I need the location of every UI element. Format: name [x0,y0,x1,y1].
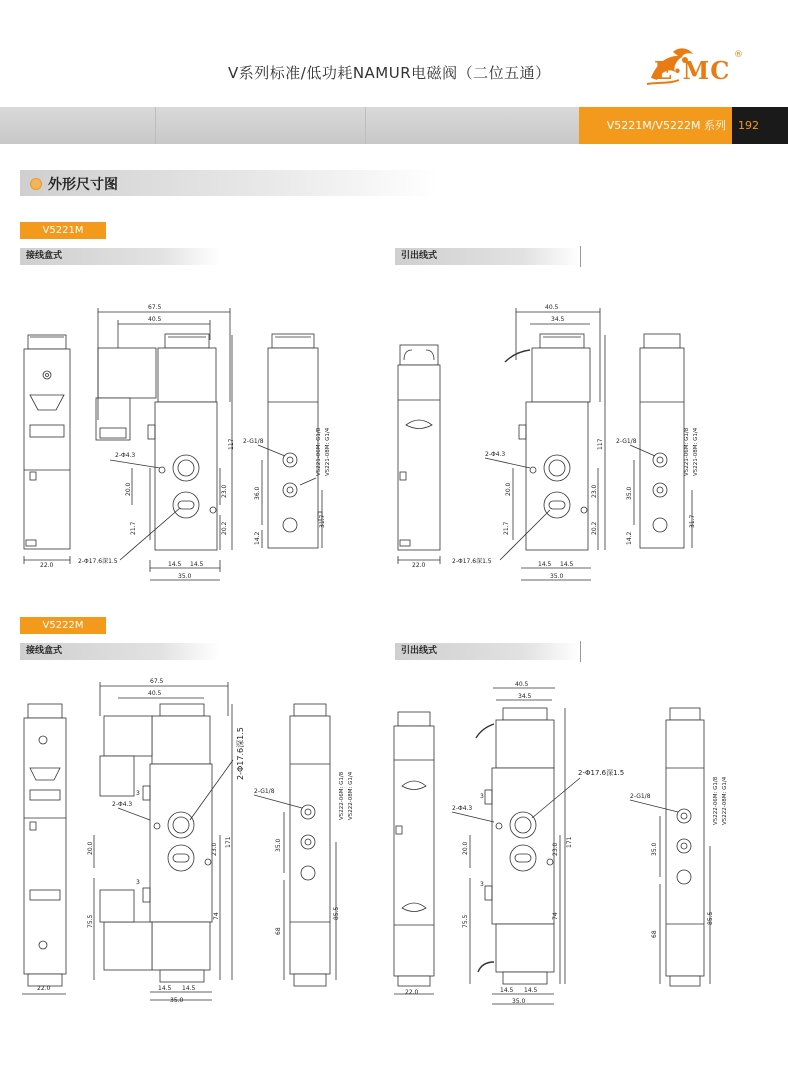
dim-35: 35.0 [275,838,282,852]
dim-v2: V5221-08M: G1/4 [693,427,699,476]
section-title: 外形尺寸图 [48,177,118,193]
dim-v2: V5221-08M: G1/4 [325,427,331,476]
dim-23: 23.0 [591,484,598,498]
dim-g18: 2-G1/8 [254,788,275,795]
dim-85-5: 85.5 [707,911,714,925]
dim-mount-holes: 2-Φ4.3 [115,452,136,459]
v5221m-front-view [24,335,70,564]
dim-14-2: 14.2 [254,531,261,545]
dim-coil-width: 34.5 [518,693,532,700]
dim-port-spec: 2-Φ17.6深1.5 [78,558,118,565]
dim-3-a: 3 [480,793,484,800]
brand-registered-mark: ® [734,50,743,60]
v5221m-port-view [258,334,322,548]
dim-35: 35.0 [651,842,658,856]
dim-14-5-b: 14.5 [524,987,538,994]
v5222m-flying-lead-port [630,708,710,986]
dim-base-width: 22.0 [40,562,54,569]
v5222m-front-view [22,704,66,994]
subheading-junction-box: 接线盒式 [20,248,220,265]
v5222m-flying-lead-side [452,688,580,1004]
dim-port-pitch: 20.0 [125,482,132,496]
dim-total-height: 117 [228,438,235,450]
dim-171: 171 [225,836,232,848]
dim-v1: V5222-06M: G1/8 [339,771,345,820]
dim-23: 23.0 [211,842,218,856]
v5222m-side-view-junction [94,682,233,1000]
v5222m-port-view [254,704,336,986]
dim-74: 74 [213,912,220,920]
model-tag-v5222m: V5222M [20,617,106,634]
brand-name: E·MC [654,56,731,85]
dim-21-7: 21.7 [503,521,510,535]
dim-total-width: 67.5 [150,678,164,685]
dim-3-b: 3 [136,879,140,886]
dim-68: 68 [651,930,658,938]
dim-v2: V5222-08M: G1/4 [722,776,728,825]
dim-3-b: 3 [480,881,484,888]
dim-23: 23.0 [221,484,228,498]
dim-171: 171 [566,836,573,848]
dim-14-5-b: 14.5 [560,561,574,568]
dim-total-height: 117 [597,438,604,450]
dim-mount-holes: 2-Φ4.3 [112,801,133,808]
dim-coil-width: 34.5 [551,316,565,323]
dim-35: 35.0 [512,998,526,1005]
dim-14-5-b: 14.5 [190,561,204,568]
dim-21-7: 21.7 [130,521,137,535]
dim-total-width: 40.5 [515,681,529,688]
dim-14-5-a: 14.5 [168,561,182,568]
dim-base-width: 22.0 [412,562,426,569]
dim-port-spec: 2-Φ17.6深1.5 [578,769,625,777]
dim-v1: V5221-06M: G1/8 [684,427,690,476]
dim-14-5-b: 14.5 [182,985,196,992]
page-number: 192 [732,107,788,144]
dim-74: 74 [552,912,559,920]
dim-68: 68 [275,927,282,935]
dim-20: 20.0 [462,841,469,855]
dim-v1: V5221-06M: G1/8 [316,427,322,476]
subheading-flying-lead: 引出线式 [395,643,580,660]
dim-coil-width: 40.5 [148,316,162,323]
dim-85-5: 85.5 [333,906,340,920]
model-tag-v5221m: V5221M [20,222,106,239]
dim-port-spec: 2-Φ17.6深1.5 [236,727,245,780]
dim-g18: 2-G1/8 [616,438,637,445]
dim-31-7: 31.7 [689,514,696,528]
v5221m-side-view-junction [96,308,232,580]
v5221m-flying-lead-front [398,345,440,564]
dim-35: 35.0 [550,573,564,580]
dim-mount-holes: 2-Φ4.3 [485,451,506,458]
dim-75-5: 75.5 [462,914,469,928]
dim-23: 23.0 [552,842,559,856]
dim-base-width: 22.0 [405,989,419,996]
dim-14-5-a: 14.5 [158,985,172,992]
page-title: V系列标准/低功耗NAMUR电磁阀（二位五通） [228,64,551,82]
dim-20: 20.0 [505,482,512,496]
dim-total-width: 67.5 [148,304,162,311]
dim-base-width: 22.0 [37,985,51,992]
dim-20-2: 20.2 [221,521,228,535]
dim-35: 35.0 [626,486,633,500]
subheading-flying-lead: 引出线式 [395,248,580,265]
dim-coil-width: 40.5 [148,690,162,697]
dim-35: 35.0 [178,573,192,580]
v5221m-flying-lead-port [630,334,692,548]
dim-20: 20.0 [87,841,94,855]
dim-3-a: 3 [136,790,140,797]
dim-port-spec: 2-Φ17.6深1.5 [452,558,492,565]
dim-mount-holes: 2-Φ4.3 [452,805,473,812]
dim-g18: 2-G1/8 [243,438,264,445]
dim-total-width: 40.5 [545,304,559,311]
dim-35: 35.0 [170,997,184,1004]
dim-g18: 2-G1/8 [630,793,651,800]
dim-20-2: 20.2 [591,521,598,535]
dim-31-7: 31.7 [319,514,326,528]
dim-14-5-a: 14.5 [538,561,552,568]
dim-14-5-a: 14.5 [500,987,514,994]
v5221m-flying-lead-side [485,308,605,580]
series-label: V5221M/V5222M 系列 [579,107,732,144]
dim-v1: V5222-06M: G1/8 [713,776,719,825]
subheading-junction-box: 接线盒式 [20,643,220,660]
v5222m-flying-lead-front [394,712,434,994]
dim-v2: V5222-08M: G1/4 [348,771,354,820]
dim-14-2: 14.2 [626,531,633,545]
dim-75-5: 75.5 [87,914,94,928]
dim-36: 36.0 [254,486,261,500]
